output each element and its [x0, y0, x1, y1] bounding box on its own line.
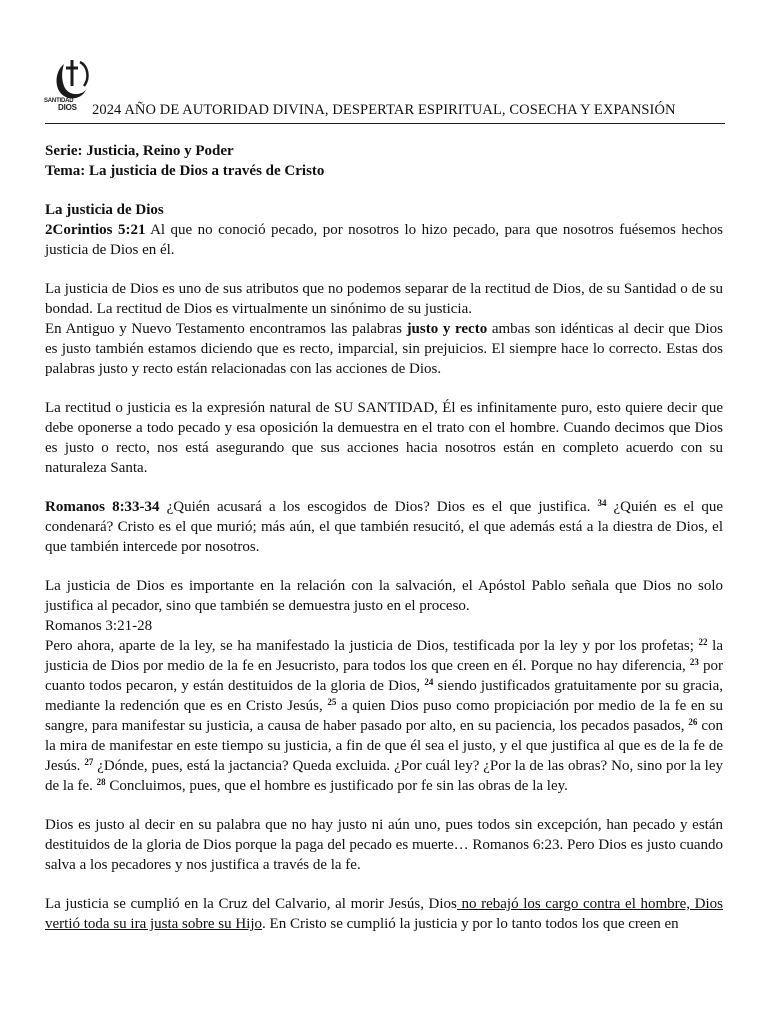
paragraph-8: Pero ahora, aparte de la ley, se ha manifestado la justicia de Dios, testificada por la ley y por los profetas; $^{22}$ la justicia de Dios por medio de la fe en Jesucristo, para todos los que creen en él. Porque no hay diferencia, $^{23}$ por cuanto todos pecaron, y están destituidos de la gloria de Dios, $^{24}$ siendo justificados gratuitamente por su gracia, mediante la redención que es en Cristo Jesús, $^{25}$ a quien Dios puso como propiciación por medio de la fe en su sangre, para manifestar su justicia, a causa de haber pasado por alto, en su paciencia, los pecados pasados, $^{26}$ con la mira de manifestar en este tiempo su justicia, a fin de que él sea el justo, y el que justifica al que es de la fe de Jesús. $^{27}$ ¿Dónde, pues, está la jactancia? Queda excluida. ¿Por cuál ley? ¿Por la de las obras? No, sino por la ley de la fe. $^{28}$ Concluimos, pues, que el hombre es justificado por fe sin las obras de la ley.: [45, 637, 724, 794]
paragraph-1: 2Corintios 5:21 Al que no conoció pecado, por nosotros lo hizo pecado, para que nosotros fuésemos hechos justicia de Dios en él.: [45, 222, 723, 258]
paragraph-5: Romanos 8:33-34 ¿Quién acusará a los escogidos de Dios? Dios es el que justifica. $^{34}$ ¿Quién es el que condenará? Cristo es el que murió; más aún, el que también resucitó, el que además está a la diestra de Dios, el que también intercede por nosotros.: [45, 498, 723, 555]
underlined-text: no rebajó los cargo contra el hombre, Dios vertió toda su ira justa sobre su Hijo: [45, 896, 723, 932]
tema-heading: Tema: La justicia de Dios a través de Cristo: [45, 163, 325, 179]
verse-number: 26: [688, 717, 698, 727]
section-title: La justicia de Dios: [45, 202, 164, 218]
verse-number: 24: [424, 677, 434, 687]
paragraph-4: La rectitud o justicia es la expresión natural de SU SANTIDAD, Él es infinitamente puro, esto quiere decir que debe oponerse a todo pecado y esa oposición la demuestra en el trato con el hombre. Cuando decimos que Dios es justo o recto, nos está asegurando que sus acciones hacia nosotros están en completo acuerdo con su naturaleza Santa.: [45, 400, 723, 476]
logo-text-top: SANTIDAD: [44, 98, 74, 104]
verse-number: 34: [597, 498, 607, 508]
paragraph-9: Dios es justo al decir en su palabra que no hay justo ni aún uno, pues todos sin excepción, han pecado y están destituidos de la gloria de Dios porque la paga del pecado es muerte… Romanos 6:23. Pero Dios es justo cuando salva a los pecadores y nos justifica a través de la fe.: [45, 817, 723, 873]
paragraph-2: La justicia de Dios es uno de sus atributos que no podemos separar de la rectitud de Dios, de su Santidad o de su bondad. La rectitud de Dios es virtualmente un sinónimo de su justicia.: [45, 281, 723, 317]
bible-ref: Romanos 8:33-34: [45, 499, 160, 515]
logo-text-bottom: DIOS: [58, 103, 77, 112]
bible-ref-romanos-3: Romanos 3:21-28: [45, 618, 153, 634]
paragraph-3: En Antiguo y Nuevo Testamento encontramos las palabras justo y recto ambas son idénticas al decir que Dios es justo también estamos diciendo que es recto, imparcial, sin prejuicios. El siempre hace lo correcto. Estas dos palabras justo y recto están relacionadas con las acciones de Dios.: [45, 321, 723, 377]
verse-number: 23: [689, 657, 699, 667]
verse-number: 25: [327, 697, 337, 707]
verse-number: 27: [84, 757, 94, 767]
verse-number: 22: [698, 637, 708, 647]
header-divider: [45, 123, 725, 124]
serie-heading: Serie: Justicia, Reino y Poder: [45, 143, 234, 159]
bible-ref: 2Corintios 5:21: [45, 222, 146, 238]
paragraph-6: La justicia de Dios es importante en la relación con la salvación, el Apóstol Pablo señala que Dios no solo justifica al pecador, sino que también se demuestra justo en el proceso.: [45, 578, 723, 614]
paragraph-10: La justicia se cumplió en la Cruz del Calvario, al morir Jesús, Dios no rebajó los cargo contra el hombre, Dios vertió toda su ira justa sobre su Hijo. En Cristo se cumplió la justicia y por lo tanto todos los que creen en: [45, 896, 723, 932]
document-body: [45, 141, 723, 934]
verse-number: 28: [96, 777, 106, 787]
header-title: 2024 AÑO DE AUTORIDAD DIVINA, DESPERTAR ESPIRITUAL, COSECHA Y EXPANSIÓN: [92, 102, 676, 118]
